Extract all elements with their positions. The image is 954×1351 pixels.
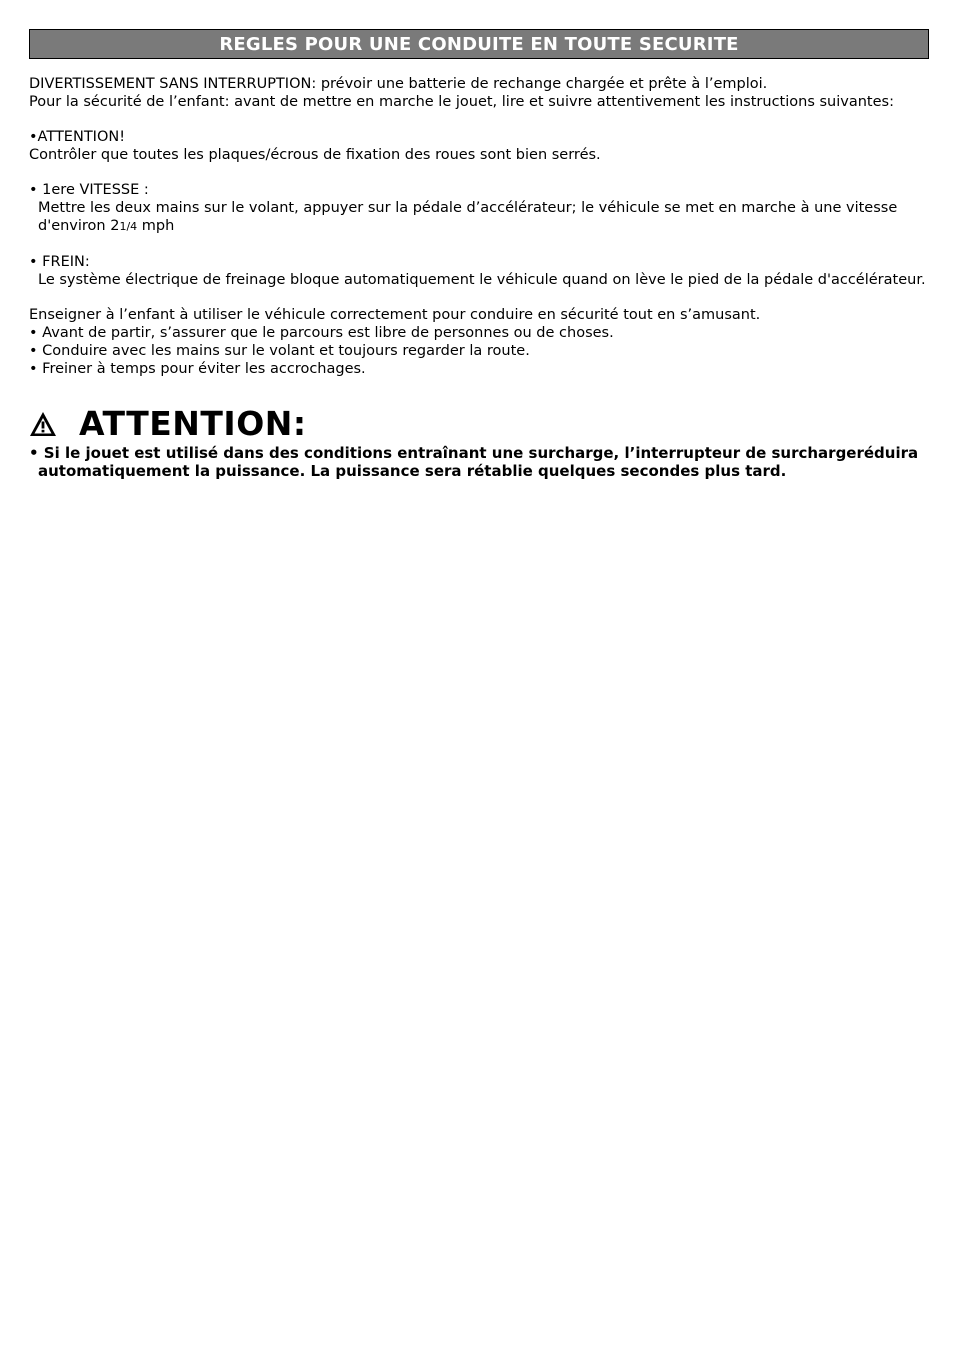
speed-line-2-prefix: d'environ 2 [38,218,120,234]
teach-bullet: • Avant de partir, s’assurer que le parcours est libre de personnes ou de choses. [29,325,614,341]
spacer [29,164,929,181]
safety-rules-text [29,75,929,378]
brake-text: Le système électrique de freinage bloque automatiquement le véhicule quand on lève le pied de la pédale d'accélérateur. [38,272,926,288]
section-title-bar [29,29,929,59]
warning-line-2: automatiquement la puissance. La puissance sera rétablie quelques secondes plus tard. [38,462,787,480]
teach-intro: Enseigner à l’enfant à utiliser le véhicule correctement pour conduire en sécurité tout en s’amusant. [29,307,761,323]
intro-line-2: Pour la sécurité de l’enfant: avant de mettre en marche le jouet, lire et suivre attentivement les instructions suivantes: [29,94,894,110]
speed-line-1: Mettre les deux mains sur le volant, appuyer sur la pédale d’accélérateur; le véhicule se met en marche à une vitesse [38,200,898,216]
speed-heading: • 1ere VITESSE : [29,182,149,198]
intro-line-1: DIVERTISSEMENT SANS INTERRUPTION: prévoir une batterie de rechange chargée et prête à l’emploi. [29,76,768,92]
section-title: REGLES POUR UNE CONDUITE EN TOUTE SECURITE [219,33,739,55]
speed-fraction: 1/4 [119,220,138,233]
spacer [29,289,929,306]
spacer [29,236,929,253]
warning-text [29,444,929,480]
warning-heading-row [29,404,929,444]
spacer [29,111,929,128]
speed-line-2 [29,217,929,236]
teach-bullet: • Freiner à temps pour éviter les accrochages. [29,361,366,377]
document-page [29,29,929,480]
brake-heading: • FREIN: [29,254,90,270]
warning-triangle-icon [29,411,57,437]
speed-line-2-suffix: mph [137,218,175,234]
attention-small-text: Contrôler que toutes les plaques/écrous de fixation des roues sont bien serrés. [29,147,601,163]
warning-title: ATTENTION: [79,404,307,443]
attention-small-heading: •ATTENTION! [29,129,126,145]
warning-line-1: • Si le jouet est utilisé dans des conditions entraînant une surcharge, l’interrupteur de surchargeréduira [29,444,919,462]
teach-bullet: • Conduire avec les mains sur le volant et toujours regarder la route. [29,343,530,359]
